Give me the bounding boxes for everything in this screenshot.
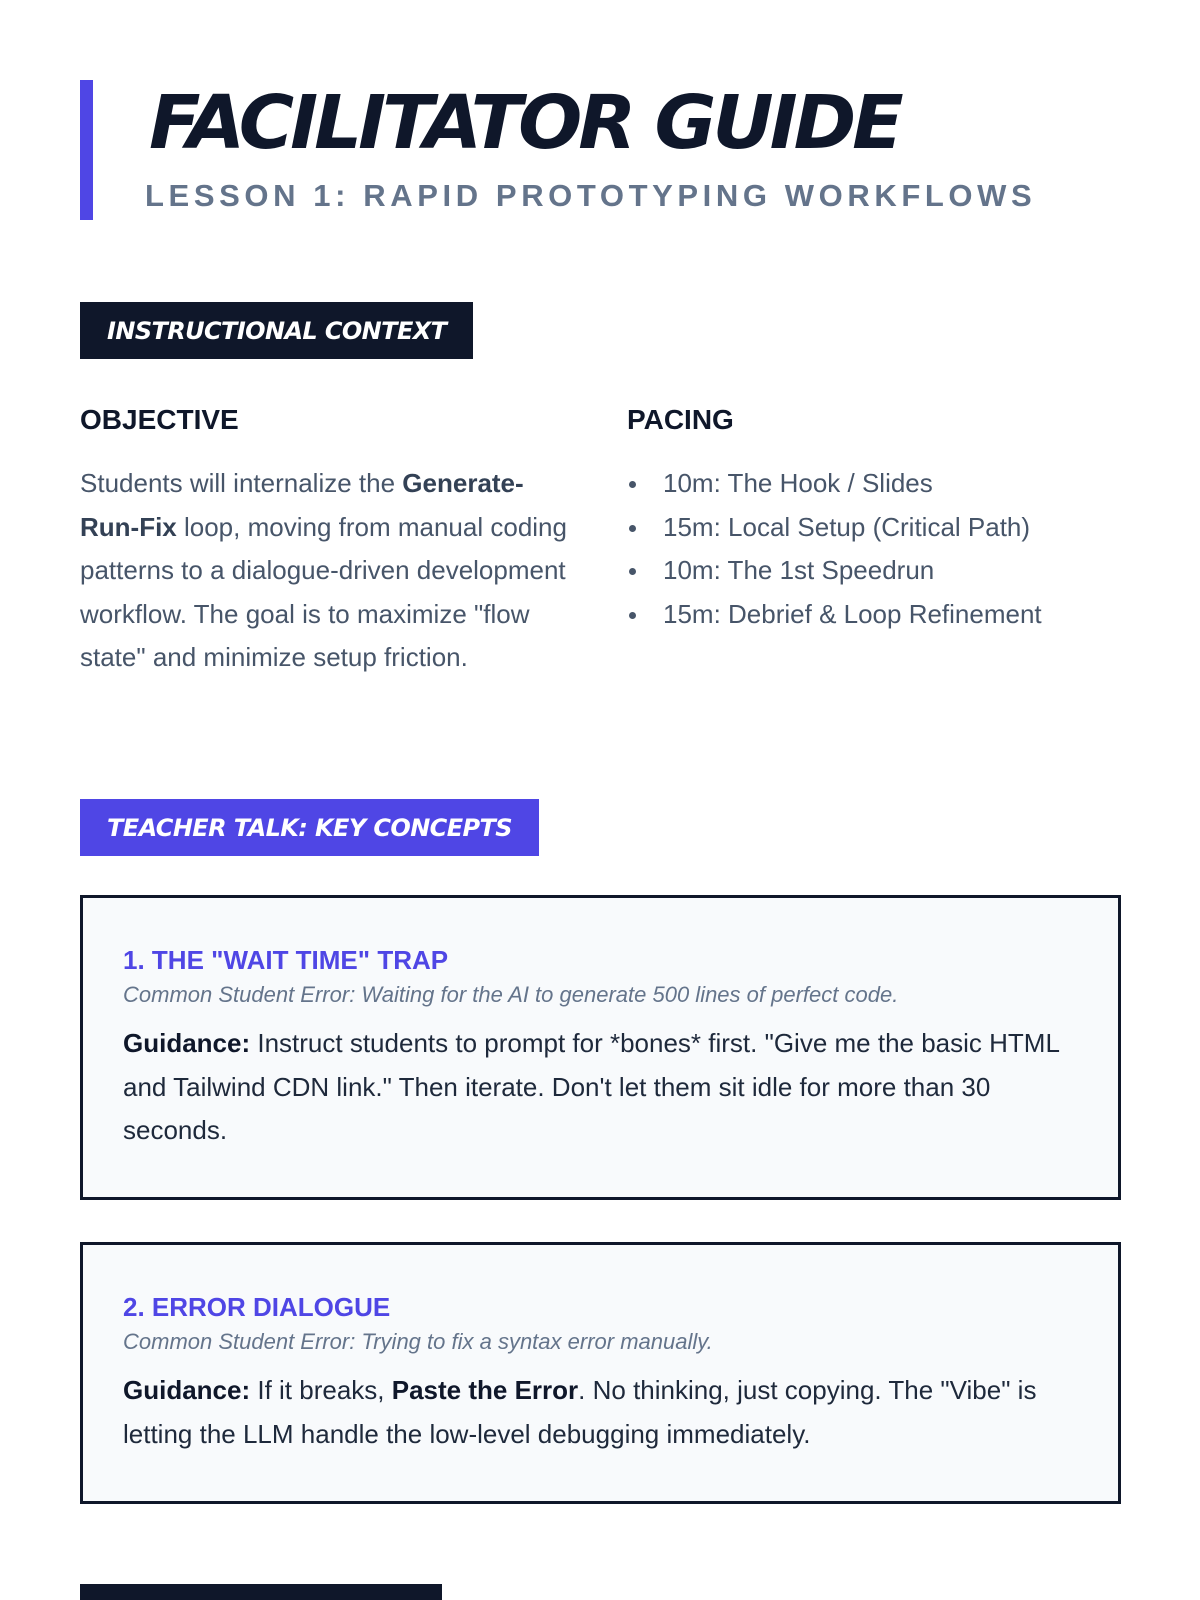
concept-common-error: Common Student Error: Trying to fix a syntax error manually. xyxy=(123,1329,713,1354)
pacing-list xyxy=(627,462,1127,636)
guidance-emphasis: Paste the Error xyxy=(391,1375,579,1405)
pacing-item: 15m: Debrief & Loop Refinement xyxy=(627,593,1127,637)
pacing-heading: PACING xyxy=(627,404,734,435)
concept-card-wait-time xyxy=(80,895,1121,1200)
objective-section xyxy=(80,400,580,680)
objective-text-start: Students will internalize the xyxy=(80,468,403,498)
guidance-text-start: If it breaks, xyxy=(250,1375,392,1405)
objective-text xyxy=(80,462,580,680)
guidance-text-end: . No thinking, just copying. The "Vibe" is letting the LLM handle the low-level debugging immediately. xyxy=(123,1375,1037,1449)
page-title: FACILITATOR GUIDE xyxy=(149,80,900,166)
guidance-text: Instruct students to prompt for *bones* first. "Give me the basic HTML and Tailwind CDN link." Then iterate. Don't let them sit idle for more than 30 seconds. xyxy=(123,1028,1059,1145)
pacing-item: 15m: Local Setup (Critical Path) xyxy=(627,506,1127,550)
guidance-label: Guidance: xyxy=(123,1375,251,1405)
concept-guidance xyxy=(123,1022,1078,1153)
pacing-item: 10m: The 1st Speedrun xyxy=(627,549,1127,593)
concept-title: 1. THE "WAIT TIME" TRAP xyxy=(123,945,449,975)
page-header xyxy=(80,80,1037,220)
pacing-item: 10m: The Hook / Slides xyxy=(627,462,1127,506)
section-tag-instructional-context: INSTRUCTIONAL CONTEXT xyxy=(80,302,473,359)
objective-emphasis: Generate-Run-Fix xyxy=(80,468,524,542)
section-tag-next xyxy=(80,1584,442,1600)
objective-heading: OBJECTIVE xyxy=(80,404,239,435)
page-subtitle: LESSON 1: RAPID PROTOTYPING WORKFLOWS xyxy=(145,178,1037,213)
concept-common-error: Common Student Error: Waiting for the AI to generate 500 lines of perfect code. xyxy=(123,982,899,1007)
objective-text-end: loop, moving from manual coding patterns to a dialogue-driven development workflow. The goal is to maximize "flow state" and minimize setup friction. xyxy=(80,511,567,672)
concept-card-error-dialogue xyxy=(80,1242,1121,1504)
section-tag-teacher-talk: TEACHER TALK: KEY CONCEPTS xyxy=(80,799,539,856)
pacing-section xyxy=(627,400,1127,636)
guidance-label: Guidance: xyxy=(123,1028,251,1058)
concept-guidance xyxy=(123,1369,1078,1456)
concept-title: 2. ERROR DIALOGUE xyxy=(123,1292,391,1322)
